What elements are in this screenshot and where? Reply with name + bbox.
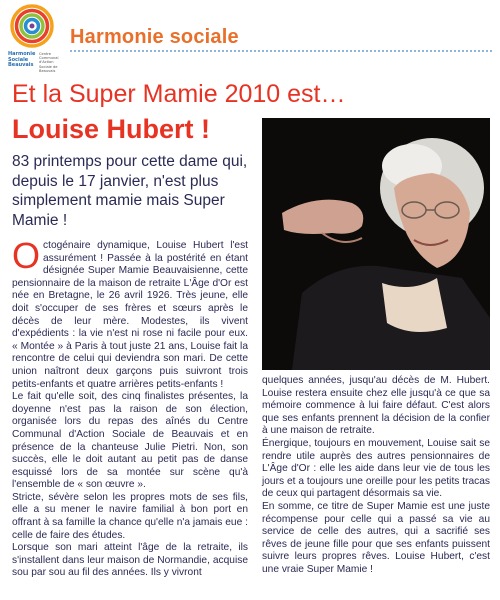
article-paragraph (12, 235, 248, 391)
logo-subtext: Centre Communal d'Action Sociale de Beauvais (39, 52, 59, 73)
subject-name: Louise Hubert ! (12, 114, 211, 144)
drop-cap: O (12, 235, 41, 276)
logo-wordmark (8, 52, 38, 69)
logo-line-3: Beauvais (8, 62, 34, 68)
logo-line-2: Sociale (8, 56, 29, 63)
portrait-photo (262, 118, 490, 370)
section-title: Harmonie sociale (70, 26, 239, 48)
headline: Et la Super Mamie 2010 est… (12, 80, 346, 108)
article-paragraph: Énergique, toujours en mouvement, Louise sait se rendre utile auprès des autres pensionnaires de L'Âge d'Or : elle les aide dans leur vie de tous les jours et a toujours une oreille pour les petits tracas de ceux qui partagent désormais sa vie. (262, 437, 490, 500)
article-text: ctogénaire dynamique, Louise Hubert l'est assurément ! Passée à la postérité en étant désignée Super Mamie Beauvaisienne, cette pensionnaire de la maison de retraite L'Âge d'Or est née en Bretagne, le 26 avril 1926. Très jeune, elle doit s'occuper de ses frères et sœurs après le décès de leur mère. Modestes, ils vivent d'expédients : la vie n'est ni rose ni facile pour eux. « Montée » à Paris à tout juste 21 ans, Louise fait la rencontre de celui qui deviendra son mari. De cette union naîtront deux garçons puis suivront trois petits-enfants et quatre arrières petits-enfants ! (12, 240, 248, 390)
article-column-right (262, 375, 490, 577)
article-paragraph: Le fait qu'elle soit, des cinq finalistes présentes, la doyenne n'est pas la raison de son élection, organisée lors du repas des aînés du Centre Communal d'Action Sociale de Beauvais et en présence de la chanteuse Julie Pietri. Non, son succès, elle le doit autant au petit pas de danse esquissé lors de sa montée sur scène qu'à l'ensemble de « son œuvre ». (12, 391, 248, 491)
lead-paragraph: 83 printemps pour cette dame qui, depuis le 17 janvier, n'est plus simplement mamie mais Super Mamie ! (12, 153, 248, 229)
article-paragraph: Stricte, sévère selon les propres mots de ses fils, elle a su mener le navire familial à bon port en offrant à sa famille la chance qu'elle n'a jamais eue : celle de faire des études. (12, 491, 248, 541)
article-paragraph: quelques années, jusqu'au décès de M. Hubert. Louise restera ensuite chez elle jusqu'à ce que sa mémoire commence à lui faire défaut. C'est alors que ses enfants prennent la décision de la confier à une maison de retraite. (262, 375, 490, 437)
logo-line-1: Harmonie (8, 51, 36, 57)
spiral-logo-icon (8, 4, 56, 50)
article-paragraph: En somme, ce titre de Super Mamie est une juste récompense pour celle qui a passé sa vie au service de celle des autres, qui a sacrifié ses rêves de jeune fille pour que ses enfants puissent suivre leurs propres rêves. Louise Hubert, c'est une vraie Super Mamie ! (262, 500, 490, 575)
section-divider (70, 50, 492, 52)
harmonie-sociale-logo (8, 4, 60, 74)
article-paragraph: Lorsque son mari atteint l'âge de la retraite, ils s'installent dans leur maison de Normandie, acquise sou par sou au fil des années. Ils y vivront (12, 542, 248, 579)
elderly-woman-portrait-icon (262, 118, 490, 370)
article-column-left (12, 235, 248, 580)
